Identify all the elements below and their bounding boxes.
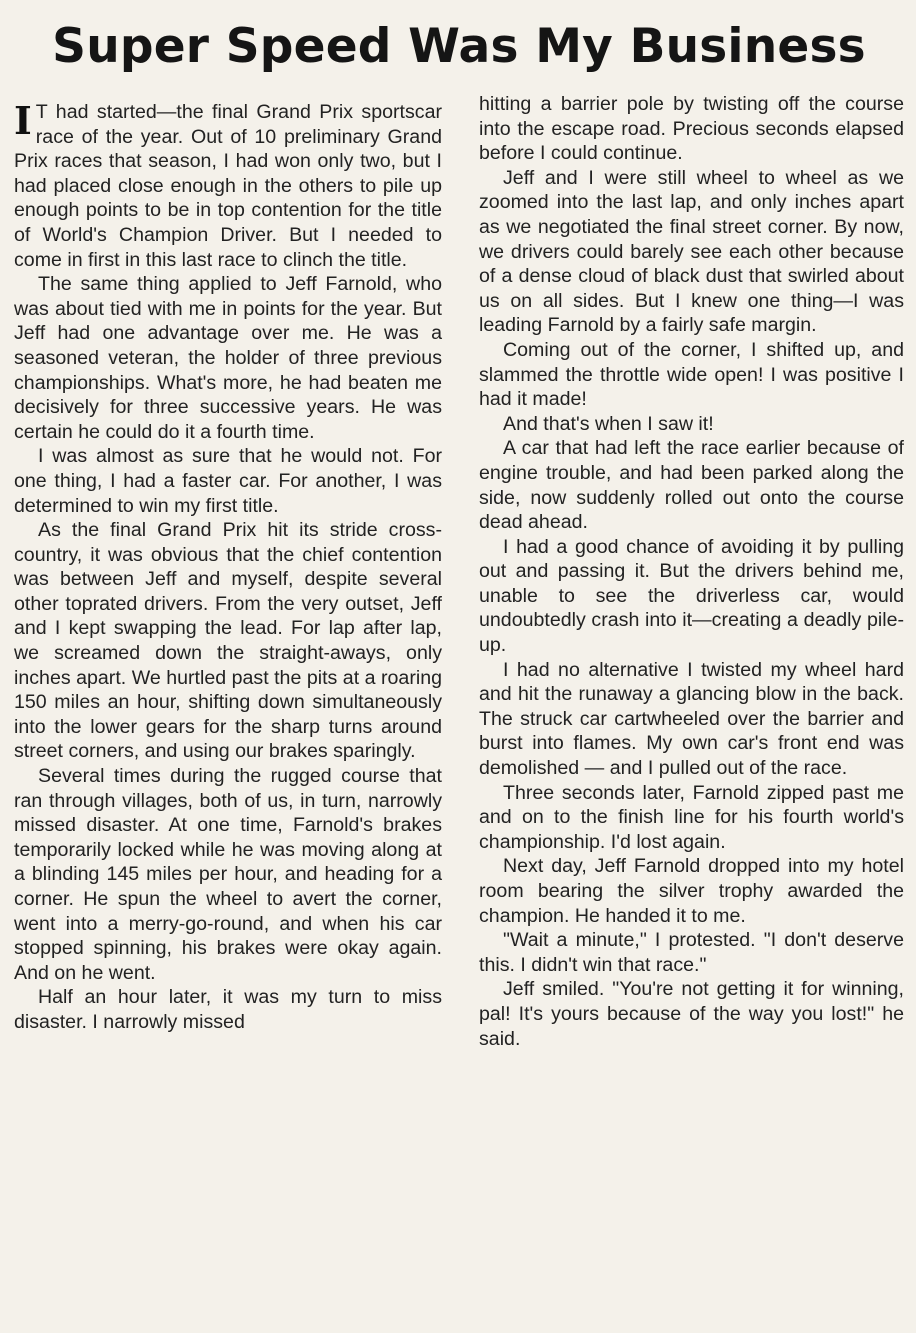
right-column [479, 92, 904, 1330]
paragraph: "Wait a minute," I protested. "I don't deserve this. I didn't win that race." [479, 929, 904, 976]
paragraph: Jeff and I were still wheel to wheel as we zoomed into the last lap, and only inches apart as we negotiated the final street corner. By now, we drivers could barely see each other because of a dense cloud of black dust that swirled about us on all sides. But I knew one thing—I was leading Farnold by a fairly safe margin. [479, 166, 904, 337]
paragraph: Jeff smiled. "You're not getting it for winning, pal! It's yours because of the way you lost!" he said. [479, 978, 904, 1050]
paragraph: Half an hour later, it was my turn to miss disaster. I narrowly missed [14, 986, 442, 1033]
paragraph: I was almost as sure that he would not. For one thing, I had a faster car. For another, I was determined to win my first title. [14, 445, 442, 517]
paragraph: hitting a barrier pole by twisting off the course into the escape road. Precious seconds elapsed before I could continue. [479, 93, 904, 165]
paragraph: A car that had left the race earlier because of engine trouble, and had been parked along the side, now suddenly rolled out onto the course dead ahead. [479, 437, 904, 534]
drop-cap: I [14, 98, 32, 143]
paragraph: Several times during the rugged course that ran through villages, both of us, in turn, narrowly missed disaster. At one time, Farnold's brakes temporarily locked while he was moving along at a blinding 145 miles per hour, and heading for a corner. He spun the wheel to avert the corner, went into a merry-go-round, and when his car stopped spinning, his brakes were okay again. And on he went. [14, 765, 442, 984]
article-columns [14, 93, 904, 1330]
paragraph [14, 100, 442, 272]
paragraph: The same thing applied to Jeff Farnold, who was about tied with me in points for the year. But Jeff had one advantage over me. He was a seasoned veteran, the holder of three previous championships. What's more, he had beaten me decisively for three successive years. He was certain he could do it a fourth time. [14, 273, 442, 443]
paragraph: I had no alternative I twisted my wheel hard and hit the runaway a glancing blow in the back. The struck car cartwheeled over the barrier and burst into flames. My own car's front end was demolished — and I pulled out of the race. [479, 658, 904, 780]
paragraph: Next day, Jeff Farnold dropped into my hotel room bearing the silver trophy awarded the champion. He handed it to me. [479, 855, 904, 927]
paragraph: I had a good chance of avoiding it by pulling out and passing it. But the drivers behind me, unable to see the driverless car, would undoubtedly crash into it—creating a deadly pile-up. [479, 535, 904, 657]
left-column [14, 100, 442, 1330]
article-title: Super Speed Was My Business [52, 19, 866, 74]
paragraph: As the final Grand Prix hit its stride cross-country, it was obvious that the chief contention was between Jeff and myself, despite several other toprated drivers. From the very outset, Jeff and I kept swapping the lead. For lap after lap, we screamed down the straight-aways, only inches apart. We hurtled past the pits at a roaring 150 miles an hour, shifting down simultaneously into the lower gears for the sharp turns around street corners, and using our brakes sparingly. [14, 519, 442, 763]
paragraph: Three seconds later, Farnold zipped past me and on to the finish line for his fourth world's championship. I'd lost again. [479, 781, 904, 853]
paragraph-text: T had started—the final Grand Prix sportscar race of the year. Out of 10 preliminary Grand Prix races that season, I had won only two, but I had placed close enough in the others to pile up enough points to be in top contention for the title of World's Champion Driver. But I needed to come in first in this last race to clinch the title. [14, 101, 442, 271]
paragraph: And that's when I saw it! [503, 412, 714, 435]
paragraph: Coming out of the corner, I shifted up, and slammed the throttle wide open! I was positive I had it made! [479, 338, 904, 411]
